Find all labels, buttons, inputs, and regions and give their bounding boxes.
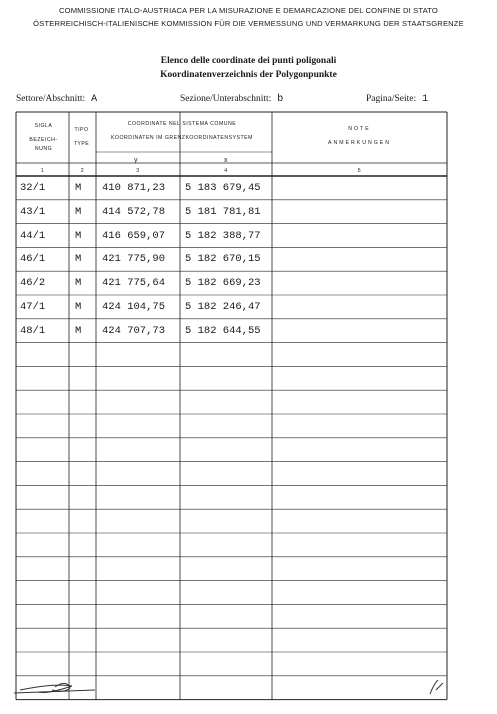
sigla-cell: 46/2	[20, 277, 46, 290]
y-coordinate-cell: 410 871,23	[102, 182, 166, 194]
tipo-cell: M	[75, 301, 82, 313]
sigla-cell: 48/1	[20, 324, 46, 337]
tipo-cell: M	[75, 324, 82, 337]
y-coordinate-cell: 424 707,73	[102, 324, 166, 337]
sezione-label: Sezione/Unterabschnitt:	[180, 94, 272, 104]
tipo-cell: M	[75, 182, 82, 194]
x-coordinate-cell: 5 183 679,45	[185, 182, 261, 194]
col-number-5: 5	[357, 168, 362, 174]
sezione-value: b	[277, 94, 284, 105]
sigla-cell: 43/1	[20, 205, 46, 218]
note-label: NOTE	[348, 126, 371, 132]
x-coordinate-cell: 5 182 669,23	[185, 277, 261, 290]
tipo-cell: M	[75, 277, 82, 290]
type-label: TYPE	[73, 141, 90, 147]
sigla-cell: 44/1	[20, 229, 46, 242]
col-number-2: 2	[80, 168, 85, 174]
settore-label: Settore/Abschnitt:	[16, 94, 86, 104]
y-coordinate-cell: 424 104,75	[102, 301, 166, 313]
coordinate-label: COORDINATE NEL SISTEMA COMUNE	[127, 121, 237, 127]
document-title-german: Koordinatenverzeichnis der Polygonpunkte	[160, 70, 337, 80]
col-header-x: x	[224, 157, 228, 164]
sigla-label: SIGLA	[34, 123, 53, 129]
tipo-cell: M	[75, 229, 82, 242]
commission-header-german: ÖSTERREICHISCH-ITALIENISCHE KOMMISSION FÜR DIE VERMESSUNG UND VERMARKUNG DER STAATSGRENZE	[33, 19, 464, 28]
sigla-cell: 47/1	[20, 301, 46, 313]
anmerkungen-label: ANMERKUNGEN	[328, 140, 391, 146]
col-header-y: y	[134, 157, 138, 164]
y-coordinate-cell: 416 659,07	[102, 229, 166, 242]
commission-header-italian: COMMISSIONE ITALO-AUSTRIACA PER LA MISURAZIONE E DEMARCAZIONE DEL CONFINE DI STATO	[59, 6, 438, 15]
bezeichnung-label-1: BEZEICH-	[29, 137, 58, 143]
y-coordinate-cell: 421 775,64	[102, 277, 166, 290]
sigla-cell: 46/1	[20, 253, 46, 266]
signature-left	[14, 683, 95, 693]
document-title-italian: Elenco delle coordinate dei punti poligonali	[160, 56, 337, 66]
col-number-4: 4	[224, 168, 228, 174]
sigla-cell: 32/1	[20, 182, 46, 194]
y-coordinate-cell: 421 775,90	[102, 253, 166, 266]
col-number-3: 3	[136, 168, 140, 174]
tipo-cell: M	[75, 253, 82, 266]
tipo-label: TIPO	[74, 127, 89, 133]
settore-value: A	[91, 94, 98, 105]
x-coordinate-cell: 5 182 644,55	[185, 324, 261, 337]
col-number-1: 1	[40, 168, 45, 174]
x-coordinate-cell: 5 182 670,15	[185, 253, 261, 266]
x-coordinate-cell: 5 181 781,81	[185, 205, 261, 218]
koordinaten-label: KOORDINATEN IM GRENZKOORDINATENSYSTEM	[111, 135, 253, 141]
bezeichnung-label-2: NUNG	[34, 146, 53, 152]
signature-right	[430, 680, 443, 694]
x-coordinate-cell: 5 182 388,77	[185, 229, 261, 242]
x-coordinate-cell: 5 182 246,47	[185, 301, 261, 313]
pagina-label: Pagina/Seite:	[366, 94, 417, 104]
tipo-cell: M	[75, 205, 82, 218]
pagina-value: 1	[422, 94, 429, 105]
y-coordinate-cell: 414 572,78	[102, 205, 166, 218]
